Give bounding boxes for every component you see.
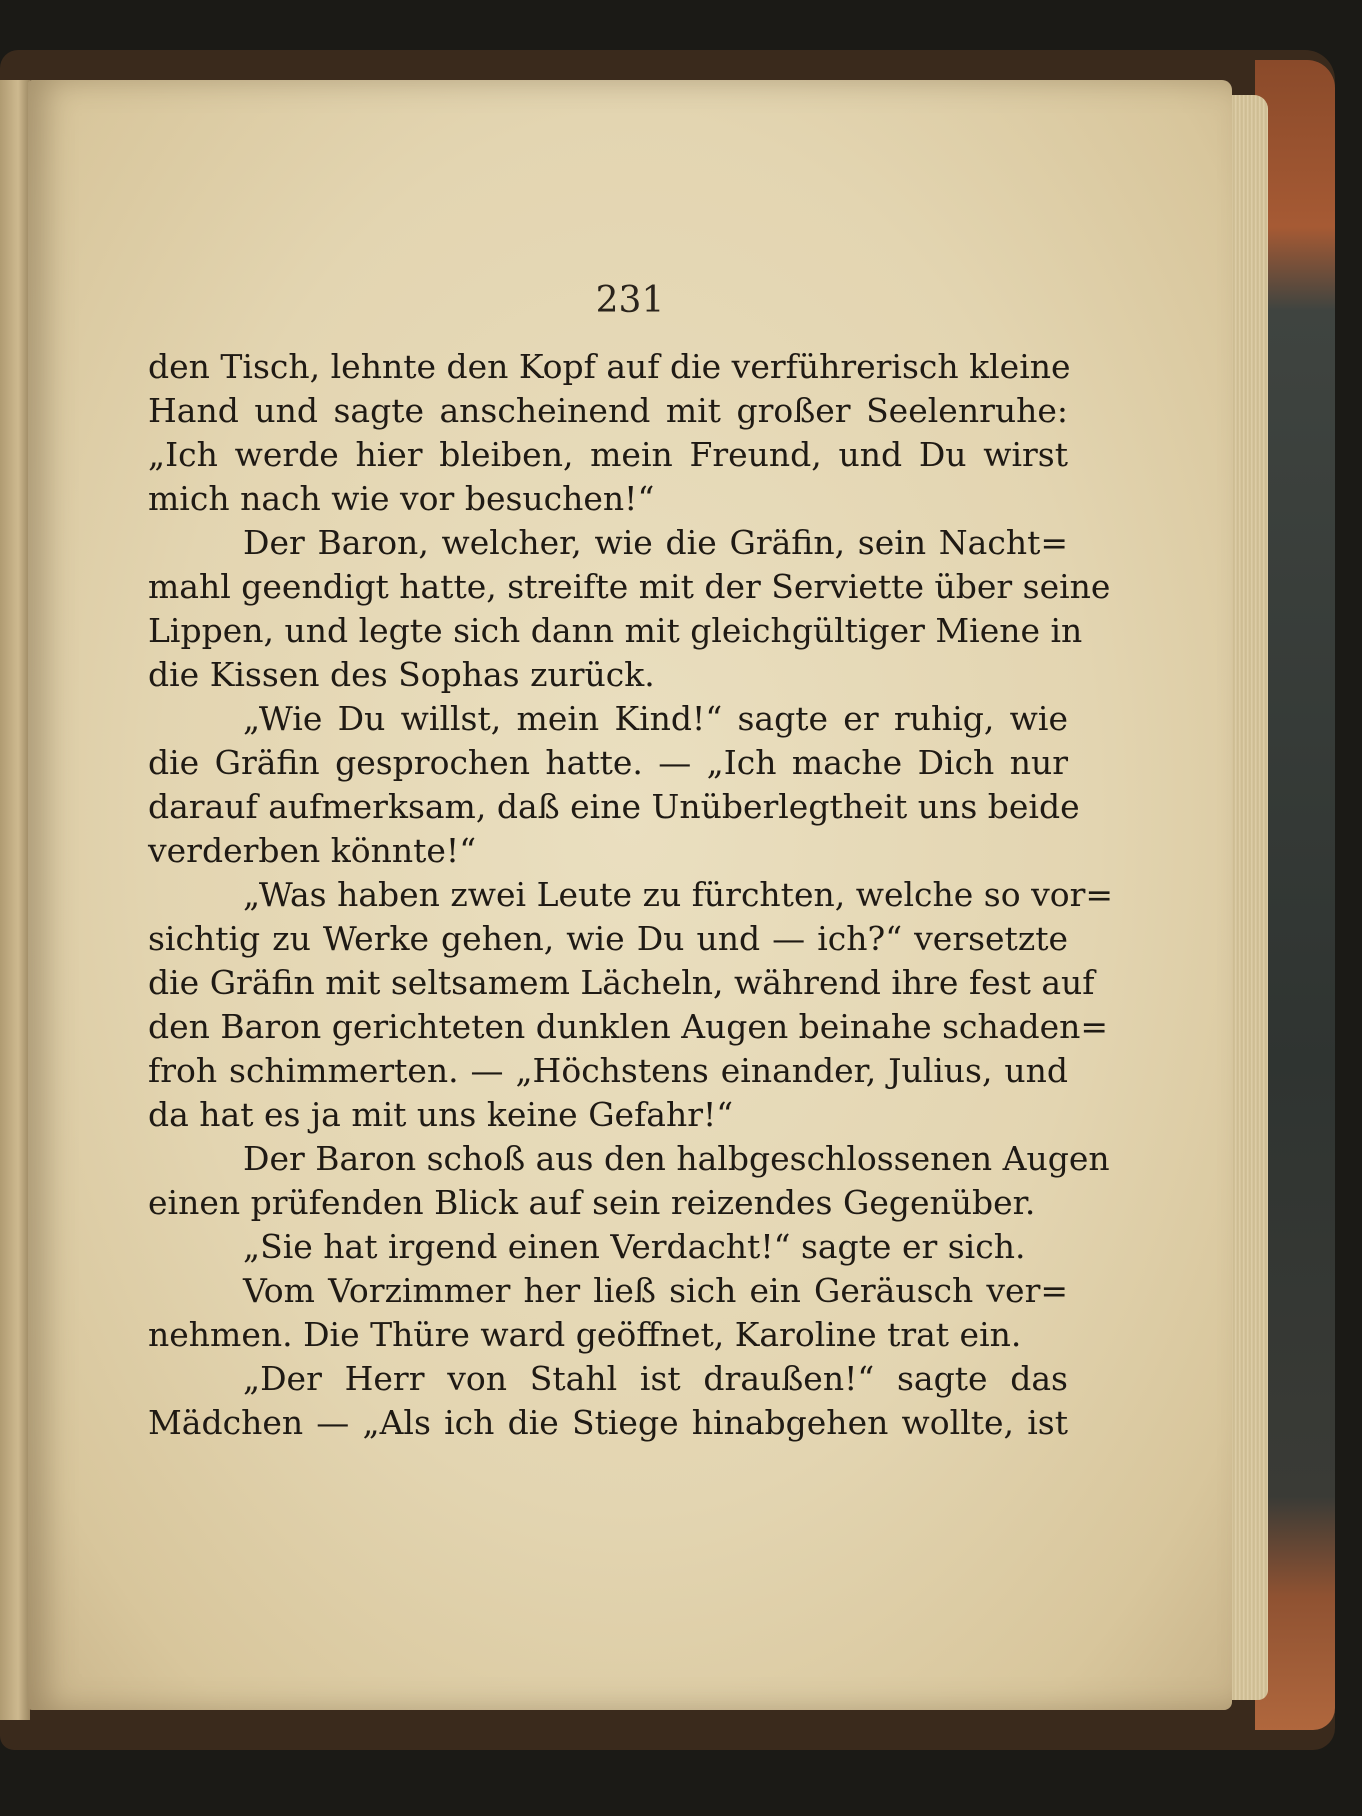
page-number: 231	[595, 280, 665, 321]
text-line: den Baron gerichteten dunklen Augen beinahe schaden=	[148, 1007, 1108, 1046]
page-text-block	[148, 345, 1114, 1445]
text-line: die Kissen des Sophas zurück.	[148, 655, 655, 694]
text-line: „Ich werde hier bleiben, mein Freund, und Du wirst	[148, 435, 1068, 474]
text-line: froh schimmerten. — „Höchstens einander, Julius, und	[148, 1051, 1068, 1090]
text-line: Der Baron, welcher, wie die Gräfin, sein Nacht=	[243, 523, 1068, 562]
text-line: die Gräfin mit seltsamem Lächeln, während ihre fest auf	[148, 963, 1095, 1002]
text-line: „Der Herr von Stahl ist draußen!“ sagte das	[243, 1359, 1068, 1398]
text-line: darauf aufmerksam, daß eine Unüberlegtheit uns beide	[148, 787, 1080, 826]
text-line: verderben könnte!“	[148, 831, 477, 870]
text-line: „Wie Du willst, mein Kind!“ sagte er ruhig, wie	[243, 699, 1068, 738]
text-line: den Tisch, lehnte den Kopf auf die verführerisch kleine	[148, 347, 1071, 386]
left-page-edge	[0, 80, 30, 1720]
text-line: die Gräfin gesprochen hatte. — „Ich mache Dich nur	[148, 743, 1068, 782]
book-page	[28, 80, 1232, 1710]
text-line: Vom Vorzimmer her ließ sich ein Geräusch ver=	[243, 1271, 1068, 1310]
text-line: da hat es ja mit uns keine Gefahr!“	[148, 1095, 734, 1134]
text-line: „Sie hat irgend einen Verdacht!“ sagte er sich.	[243, 1227, 1026, 1266]
text-line: Der Baron schoß aus den halbgeschlossenen Augen	[243, 1139, 1110, 1178]
page-stack-edge	[1228, 95, 1268, 1700]
text-line: Mädchen — „Als ich die Stiege hinabgehen wollte, ist	[148, 1403, 1068, 1442]
text-line: nehmen. Die Thüre ward geöffnet, Karoline trat ein.	[148, 1315, 1022, 1354]
text-line: einen prüfenden Blick auf sein reizendes Gegenüber.	[148, 1183, 1036, 1222]
text-line: mahl geendigt hatte, streifte mit der Serviette über seine	[148, 567, 1111, 606]
text-line: mich nach wie vor besuchen!“	[148, 479, 655, 518]
text-line: Hand und sagte anscheinend mit großer Seelenruhe:	[148, 391, 1068, 430]
text-line: Lippen, und legte sich dann mit gleichgültiger Miene in	[148, 611, 1083, 650]
text-line: „Was haben zwei Leute zu fürchten, welche so vor=	[243, 875, 1114, 914]
text-line: sichtig zu Werke gehen, wie Du und — ich?“ versetzte	[148, 919, 1068, 958]
